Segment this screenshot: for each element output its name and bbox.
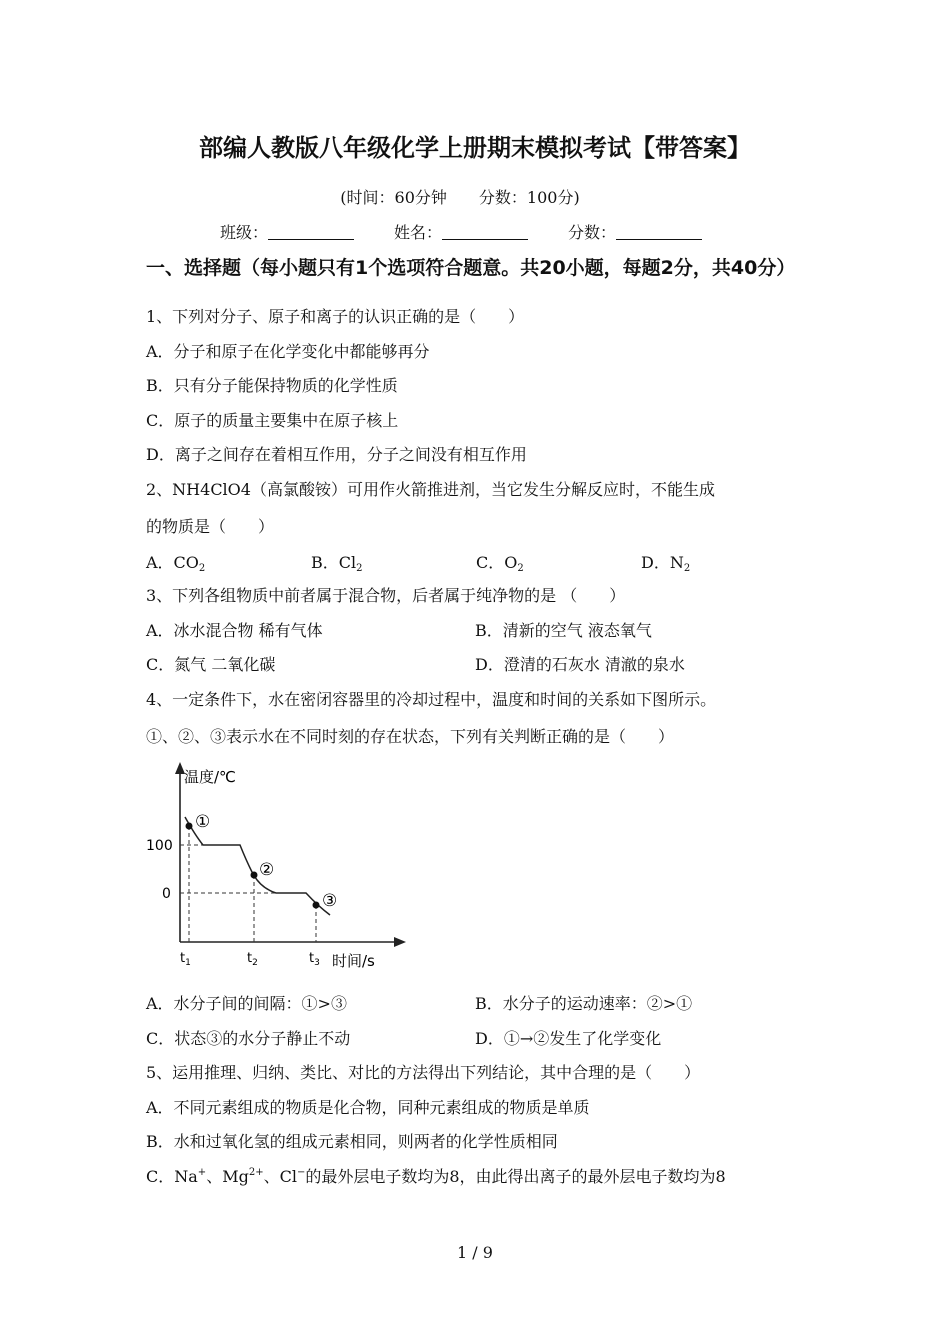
- q5-stem: 5、运用推理、归纳、类比、对比的方法得出下列结论，其中合理的是（ ）: [146, 1063, 701, 1082]
- section-heading: 一、选择题（每小题只有1个选项符合题意。共20小题，每题2分，共40分）: [146, 257, 796, 279]
- q2-stem-line2: 的物质是（ ）: [146, 517, 275, 536]
- cooling-curve-chart: [140, 760, 420, 975]
- q5-option-c: C．Na+、$Mg^{2+}$、Cl−的最外层电子数均为8，由此得出离子的最外层电子数均为8: [146, 1167, 726, 1186]
- x-tick-t2: $t_2$: [247, 951, 258, 968]
- q5-option-b: B．水和过氧化氢的组成元素相同，则两者的化学性质相同: [146, 1132, 558, 1151]
- q5-option-a: A．不同元素组成的物质是化合物，同种元素组成的物质是单质: [146, 1098, 590, 1117]
- student-fields: [220, 220, 702, 243]
- point-label-1: ①: [195, 812, 211, 832]
- y-tick-100: 100: [146, 838, 173, 854]
- point-3: [313, 902, 320, 909]
- page-number: 1 / 9: [457, 1243, 493, 1262]
- q2-option-b: B．$Cl_2$: [311, 553, 363, 574]
- y-tick-0: 0: [162, 886, 171, 902]
- q4-stem-line2: ①、②、③表示水在不同时刻的存在状态，下列有关判断正确的是（ ）: [146, 727, 675, 746]
- q3-option-b: B．清新的空气 液态氧气: [475, 621, 652, 640]
- x-axis-arrow: [394, 937, 406, 947]
- q1-option-d: D．离子之间存在着相互作用，分子之间没有相互作用: [146, 445, 527, 464]
- name-blank: [442, 223, 528, 240]
- name-label: 姓名：: [394, 223, 443, 242]
- q2-option-c: C．$O_2$: [476, 553, 524, 574]
- q1-option-c: C．原子的质量主要集中在原子核上: [146, 411, 399, 430]
- page-title: 部编人教版八年级化学上册期末模拟考试【带答案】: [199, 134, 751, 162]
- q2-option-d: D．$N_2$: [641, 553, 691, 574]
- q4-stem-line1: 4、一定条件下，水在密闭容器里的冷却过程中，温度和时间的关系如下图所示。: [146, 690, 717, 709]
- q1-option-a: A．分子和原子在化学变化中都能够再分: [146, 342, 430, 361]
- q2-option-a: A．$CO_2$: [146, 553, 206, 574]
- class-label: 班级：: [220, 223, 269, 242]
- q3-stem: 3、下列各组物质中前者属于混合物，后者属于纯净物的是 （ ）: [146, 586, 626, 605]
- exam-info: (时间：60分钟 分数：100分): [340, 188, 580, 207]
- x-tick-t1: $t_1$: [180, 951, 191, 968]
- q3-option-a: A．冰水混合物 稀有气体: [146, 621, 323, 640]
- point-1: [186, 823, 193, 830]
- q3-option-c: C．氮气 二氧化碳: [146, 655, 276, 674]
- q4-option-b: B．水分子的运动速率：②>①: [475, 994, 693, 1013]
- q2-options: [146, 550, 806, 574]
- score-label: 分数：: [568, 223, 617, 242]
- y-axis-label: 温度/℃: [184, 768, 236, 786]
- q4-option-d: D．①→②发生了化学变化: [475, 1029, 662, 1048]
- q1-option-b: B．只有分子能保持物质的化学性质: [146, 376, 398, 395]
- point-label-2: ②: [259, 860, 275, 880]
- q4-option-a: A．水分子间的间隔：①>③: [146, 994, 347, 1013]
- q1-stem: 1、下列对分子、原子和离子的认识正确的是（ ）: [146, 307, 525, 326]
- point-2: [251, 872, 258, 879]
- point-label-3: ③: [322, 891, 338, 911]
- q4-option-c: C．状态③的水分子静止不动: [146, 1029, 351, 1048]
- q3-option-d: D．澄清的石灰水 清澈的泉水: [475, 655, 685, 674]
- x-tick-t3: $t_3$: [309, 951, 320, 968]
- x-axis-label: 时间/s: [332, 952, 375, 970]
- class-blank: [268, 223, 354, 240]
- q2-stem-line1: 2、NH4ClO4（高氯酸铵）可用作火箭推进剂，当它发生分解反应时，不能生成: [146, 480, 715, 499]
- score-blank: [616, 223, 702, 240]
